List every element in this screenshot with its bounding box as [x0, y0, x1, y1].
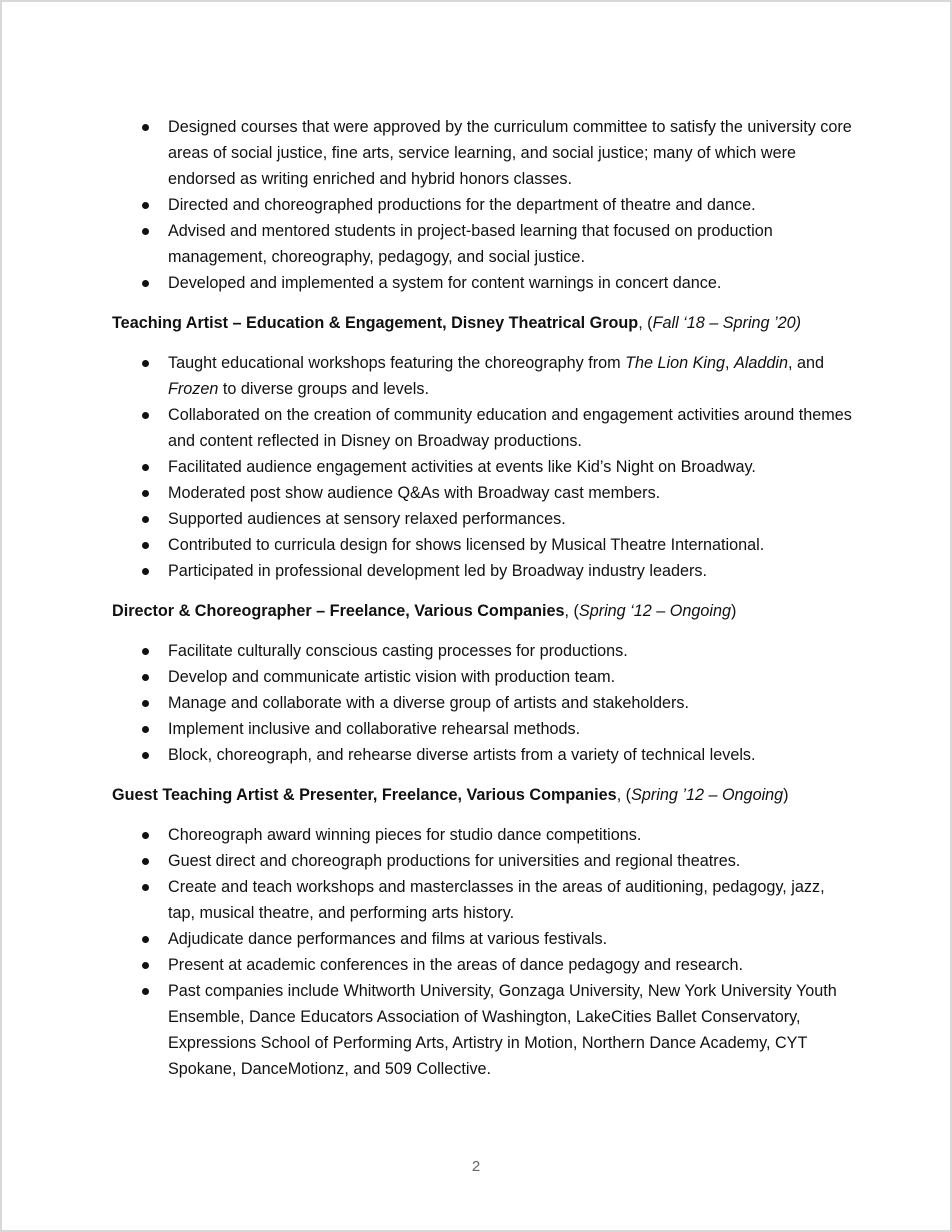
bullet-icon — [142, 516, 149, 523]
job-title: Director & Choreographer – Freelance, Various Companies — [112, 602, 565, 620]
list-item-text: Develop and communicate artistic vision with production team. — [168, 668, 616, 686]
bullet-icon — [142, 700, 149, 707]
page-content — [112, 114, 852, 1082]
list-item-text: Developed and implemented a system for content warnings in concert dance. — [168, 274, 722, 292]
list-item-text: Supported audiences at sensory relaxed performances. — [168, 510, 566, 528]
list-item-text: Moderated post show audience Q&As with Broadway cast members. — [168, 484, 661, 502]
list-item-text-a: Taught educational workshops featuring the choreography from — [168, 354, 626, 372]
list-item — [112, 952, 852, 978]
bullet-icon — [142, 568, 149, 575]
list-item — [112, 114, 852, 192]
job-dates: Fall ‘18 – Spring ’20) — [652, 314, 802, 332]
bullet-icon — [142, 542, 149, 549]
list-item-text: Present at academic conferences in the areas of dance pedagogy and research. — [168, 956, 744, 974]
heading-close: ) — [730, 602, 737, 620]
list-item — [112, 270, 852, 296]
list-item — [112, 532, 852, 558]
heading-separator: , ( — [564, 602, 579, 620]
bullet-list-guest — [112, 822, 852, 1082]
list-item — [112, 742, 852, 768]
bullet-list-university — [112, 114, 852, 296]
list-item — [112, 454, 852, 480]
bullet-icon — [142, 412, 149, 419]
list-item — [112, 690, 852, 716]
job-heading-director — [112, 598, 852, 624]
page-number: 2 — [471, 1158, 481, 1175]
list-item — [112, 664, 852, 690]
list-item — [112, 716, 852, 742]
list-item — [112, 978, 852, 1082]
list-item-text: Designed courses that were approved by the curriculum committee to satisfy the university core areas of social justice, fine arts, service learning, and social justice; many of which were endorsed as writing enriched and hybrid honors classes. — [168, 118, 852, 188]
list-item-text: Block, choreograph, and rehearse diverse artists from a variety of technical levels. — [168, 746, 756, 764]
list-item-text: Implement inclusive and collaborative rehearsal methods. — [168, 720, 581, 738]
list-item — [112, 874, 852, 926]
list-item-text: Facilitate culturally conscious casting processes for productions. — [168, 642, 628, 660]
bullet-list-director — [112, 638, 852, 768]
list-item — [112, 506, 852, 532]
show-title-lion-king: The Lion King — [625, 354, 726, 372]
list-item — [112, 926, 852, 952]
list-item — [112, 192, 852, 218]
bullet-icon — [142, 674, 149, 681]
show-title-frozen: Frozen — [168, 380, 219, 398]
list-item — [112, 558, 852, 584]
list-item-text: Adjudicate dance performances and films at various festivals. — [168, 930, 608, 948]
list-item-text: Directed and choreographed productions for the department of theatre and dance. — [168, 196, 756, 214]
bullet-icon — [142, 988, 149, 995]
job-dates: Spring ’12 – Ongoing — [631, 786, 784, 804]
bullet-icon — [142, 490, 149, 497]
bullet-icon — [142, 464, 149, 471]
list-item-text: Guest direct and choreograph productions for universities and regional theatres. — [168, 852, 741, 870]
list-item-text: Participated in professional development led by Broadway industry leaders. — [168, 562, 707, 580]
list-item-text: Advised and mentored students in project-based learning that focused on production management, choreography, pedagogy, and social justice. — [168, 222, 773, 266]
list-item — [112, 480, 852, 506]
list-item — [112, 638, 852, 664]
list-item — [112, 848, 852, 874]
bullet-list-disney — [112, 350, 852, 584]
bullet-icon — [142, 280, 149, 287]
job-dates: Spring ‘12 – Ongoing — [578, 602, 731, 620]
list-item — [112, 402, 852, 454]
bullet-icon — [142, 858, 149, 865]
heading-separator: , ( — [638, 314, 653, 332]
bullet-icon — [142, 884, 149, 891]
job-title: Guest Teaching Artist & Presenter, Freelance, Various Companies — [112, 786, 617, 804]
show-title-aladdin: Aladdin — [734, 354, 789, 372]
bullet-icon — [142, 648, 149, 655]
list-item — [112, 822, 852, 848]
bullet-icon — [142, 726, 149, 733]
list-item-text: Facilitated audience engagement activities at events like Kid’s Night on Broadway. — [168, 458, 756, 476]
list-item-text: Collaborated on the creation of community education and engagement activities around themes and content reflected in Disney on Broadway productions. — [168, 406, 852, 450]
list-item-text-c: , — [725, 354, 735, 372]
list-item-text: Choreograph award winning pieces for studio dance competitions. — [168, 826, 642, 844]
job-heading-guest — [112, 782, 852, 808]
list-item-text: Past companies include Whitworth University, Gonzaga University, New York University Youth Ensemble, Dance Educators Association of Washington, LakeCities Ballet Conservatory, Expressions School of Performing Arts, Artistry in Motion, Northern Dance Academy, CYT Spokane, DanceMotionz, and 509 Collective. — [168, 982, 837, 1078]
bullet-icon — [142, 962, 149, 969]
job-title: Teaching Artist – Education & Engagement, Disney Theatrical Group — [112, 314, 639, 332]
list-item — [112, 218, 852, 270]
bullet-icon — [142, 124, 149, 131]
bullet-icon — [142, 228, 149, 235]
list-item — [112, 350, 852, 402]
heading-close: ) — [783, 786, 789, 804]
list-item-text-e: , and — [788, 354, 825, 372]
bullet-icon — [142, 832, 149, 839]
bullet-icon — [142, 936, 149, 943]
list-item-text: Create and teach workshops and masterclasses in the areas of auditioning, pedagogy, jazz, tap, musical theatre, and performing arts history. — [168, 878, 825, 922]
bullet-icon — [142, 360, 149, 367]
list-item-text: Contributed to curricula design for shows licensed by Musical Theatre International. — [168, 536, 765, 554]
bullet-icon — [142, 752, 149, 759]
list-item-text: Manage and collaborate with a diverse group of artists and stakeholders. — [168, 694, 690, 712]
list-item-text-g: to diverse groups and levels. — [218, 380, 429, 398]
heading-separator: , ( — [616, 786, 632, 804]
job-heading-disney — [112, 310, 852, 336]
bullet-icon — [142, 202, 149, 209]
